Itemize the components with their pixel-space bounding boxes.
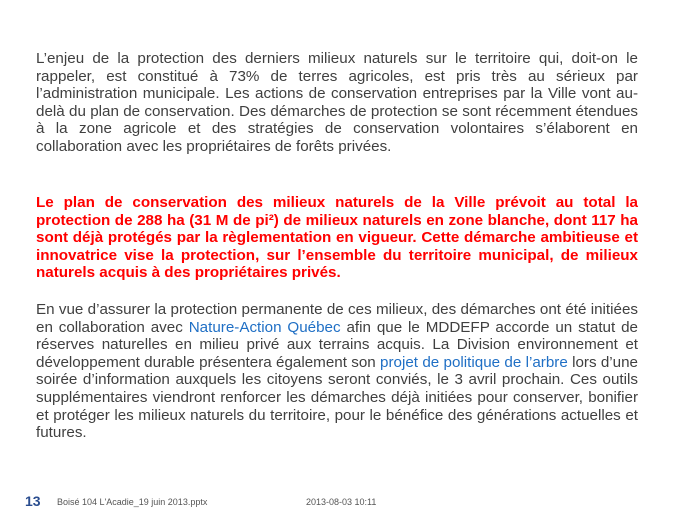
paragraph-enjeu: L’enjeu de la protection des derniers milieux naturels sur le territoire qui, doit-on le rappeler, est constitué à 73% de terres agricoles, est pris très au sérieux par l’administration municipale. Les actions de conservation entreprises par la Ville vont au-delà du plan de conservation. Des démarches de protection se sont récemment étendues à la zone agricole et des stratégies de conservation volontaires s’élaborent en collaboration avec les propriétaires de forêts privées. <box>36 50 638 155</box>
paragraph-plan-conservation: Le plan de conservation des milieux naturels de la Ville prévoit au total la protection de 288 ha (31 M de pi²) de milieux naturels en zone blanche, dont 117 ha sont déjà protégés par la règlementation en vigueur. Cette démarche ambitieuse et innovatrice vise la protection, sur l’ensemble du territoire municipal, de milieux naturels acquis à des propriétaires privés. <box>36 194 638 282</box>
paragraph-text-part2: afin que le MDDEFP accorde un statut de réserves naturelles en milieu privé aux terrains acquis. La Division environnement et développement durable présentera également son <box>36 318 638 371</box>
paragraph-text-part3: lors d’une soirée d’information auxquels les citoyens seront conviés, le 3 avril prochain. Ces outils supplémentaires viendront renforcer les démarches déjà initiées pour conserver, bonifier et protéger les milieux naturels du territoire, pour le bénéfice des générations actuelles et futures. <box>36 353 639 442</box>
politique-arbre-link[interactable]: projet de politique de l’arbre <box>380 353 568 371</box>
nature-action-quebec-link[interactable]: Nature-Action Québec <box>188 318 341 336</box>
slide-footer <box>0 493 675 511</box>
date-time: 2013-08-03 10:11 <box>306 497 377 507</box>
slide-number: 13 <box>25 493 41 509</box>
paragraph-text-part1: En vue d’assurer la protection permanente de ces milieux, des démarches ont été initiées en collaboration avec <box>36 301 638 336</box>
file-name: Boisé 104 L'Acadie_19 juin 2013.pptx <box>57 497 208 507</box>
paragraph-demarches <box>36 301 638 442</box>
